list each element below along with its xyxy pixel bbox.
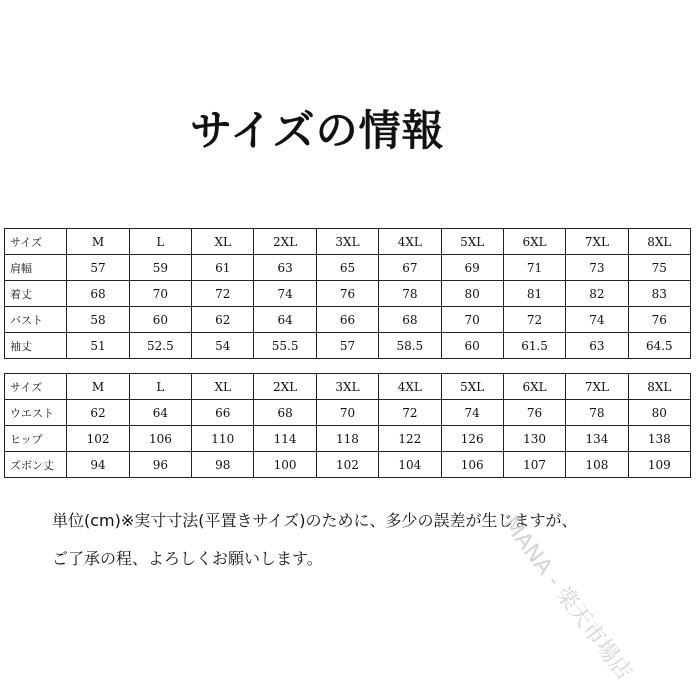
measurement-label: ウエスト	[5, 400, 67, 426]
size-note-line-2: ご了承の程、よろしくお願いします。	[52, 549, 323, 568]
table-cell: 74	[254, 281, 316, 307]
table-cell: 67	[379, 255, 441, 281]
table-cell: 83	[628, 281, 690, 307]
size-column-header: XL	[192, 374, 254, 400]
size-label-header: サイズ	[5, 229, 67, 255]
table-cell: 81	[503, 281, 565, 307]
table-cell: 107	[503, 452, 565, 478]
table-cell: 61.5	[503, 333, 565, 359]
table-cell: 62	[192, 307, 254, 333]
table-cell: 106	[441, 452, 503, 478]
table-cell: 60	[441, 333, 503, 359]
table-cell: 80	[628, 400, 690, 426]
table-cell: 57	[67, 255, 129, 281]
table-cell: 78	[566, 400, 628, 426]
table-row	[5, 452, 691, 478]
table-cell: 60	[129, 307, 191, 333]
size-note-line-1: 単位(cm)※実寸寸法(平置きサイズ)のために、多少の誤差が生じますが、	[52, 511, 578, 530]
table-cell: 52.5	[129, 333, 191, 359]
table-cell: 66	[316, 307, 378, 333]
table-cell: 70	[129, 281, 191, 307]
shop-watermark: MANA - 楽天市場店	[497, 512, 637, 686]
table-cell: 102	[67, 426, 129, 452]
measurement-label: 着丈	[5, 281, 67, 307]
table-cell: 122	[379, 426, 441, 452]
table-cell: 109	[628, 452, 690, 478]
table-cell: 114	[254, 426, 316, 452]
table-cell: 82	[566, 281, 628, 307]
size-column-header: 2XL	[254, 374, 316, 400]
size-column-header: 4XL	[379, 374, 441, 400]
page-title: サイズの情報	[190, 106, 445, 155]
table-header-row	[5, 374, 691, 400]
size-column-header: L	[129, 374, 191, 400]
table-cell: 70	[316, 400, 378, 426]
table-cell: 62	[67, 400, 129, 426]
table-cell: 51	[67, 333, 129, 359]
size-column-header: 6XL	[503, 374, 565, 400]
table-cell: 110	[192, 426, 254, 452]
table-cell: 106	[129, 426, 191, 452]
table-cell: 100	[254, 452, 316, 478]
table-cell: 68	[379, 307, 441, 333]
table-cell: 76	[628, 307, 690, 333]
size-table-body	[5, 374, 691, 478]
table-cell: 54	[192, 333, 254, 359]
table-cell: 64.5	[628, 333, 690, 359]
table-cell: 108	[566, 452, 628, 478]
measurement-label: 肩幅	[5, 255, 67, 281]
table-cell: 58.5	[379, 333, 441, 359]
table-cell: 64	[129, 400, 191, 426]
table-cell: 58	[67, 307, 129, 333]
table-row	[5, 255, 691, 281]
size-column-header: L	[129, 229, 191, 255]
size-column-header: M	[67, 229, 129, 255]
table-cell: 72	[503, 307, 565, 333]
measurement-label: ズボン丈	[5, 452, 67, 478]
table-header-row	[5, 229, 691, 255]
size-column-header: 3XL	[316, 374, 378, 400]
size-column-header: M	[67, 374, 129, 400]
size-table-tops	[4, 228, 691, 359]
table-cell: 138	[628, 426, 690, 452]
size-column-header: 4XL	[379, 229, 441, 255]
table-cell: 65	[316, 255, 378, 281]
table-cell: 68	[67, 281, 129, 307]
table-cell: 55.5	[254, 333, 316, 359]
table-cell: 75	[628, 255, 690, 281]
table-cell: 70	[441, 307, 503, 333]
measurement-label: ヒップ	[5, 426, 67, 452]
table-row	[5, 281, 691, 307]
table-cell: 98	[192, 452, 254, 478]
table-cell: 96	[129, 452, 191, 478]
size-column-header: 5XL	[441, 374, 503, 400]
table-cell: 63	[254, 255, 316, 281]
size-table-bottoms	[4, 373, 691, 478]
size-column-header: 5XL	[441, 229, 503, 255]
table-cell: 118	[316, 426, 378, 452]
size-column-header: 8XL	[628, 229, 690, 255]
table-cell: 74	[441, 400, 503, 426]
measurement-label: バスト	[5, 307, 67, 333]
table-cell: 94	[67, 452, 129, 478]
table-row	[5, 426, 691, 452]
table-cell: 57	[316, 333, 378, 359]
size-column-header: 2XL	[254, 229, 316, 255]
measurement-label: 袖丈	[5, 333, 67, 359]
table-cell: 80	[441, 281, 503, 307]
size-column-header: 7XL	[566, 374, 628, 400]
size-column-header: 8XL	[628, 374, 690, 400]
table-cell: 102	[316, 452, 378, 478]
table-cell: 76	[503, 400, 565, 426]
table-cell: 73	[566, 255, 628, 281]
table-cell: 63	[566, 333, 628, 359]
size-column-header: 7XL	[566, 229, 628, 255]
table-cell: 72	[192, 281, 254, 307]
table-cell: 59	[129, 255, 191, 281]
table-cell: 71	[503, 255, 565, 281]
table-cell: 72	[379, 400, 441, 426]
size-column-header: 3XL	[316, 229, 378, 255]
table-cell: 68	[254, 400, 316, 426]
table-row	[5, 333, 691, 359]
table-cell: 66	[192, 400, 254, 426]
size-label-header: サイズ	[5, 374, 67, 400]
table-cell: 64	[254, 307, 316, 333]
size-column-header: XL	[192, 229, 254, 255]
size-table-body	[5, 229, 691, 359]
table-row	[5, 307, 691, 333]
table-cell: 76	[316, 281, 378, 307]
table-row	[5, 400, 691, 426]
table-cell: 74	[566, 307, 628, 333]
table-cell: 104	[379, 452, 441, 478]
table-cell: 130	[503, 426, 565, 452]
table-cell: 69	[441, 255, 503, 281]
table-cell: 126	[441, 426, 503, 452]
size-column-header: 6XL	[503, 229, 565, 255]
table-cell: 78	[379, 281, 441, 307]
table-cell: 134	[566, 426, 628, 452]
table-cell: 61	[192, 255, 254, 281]
